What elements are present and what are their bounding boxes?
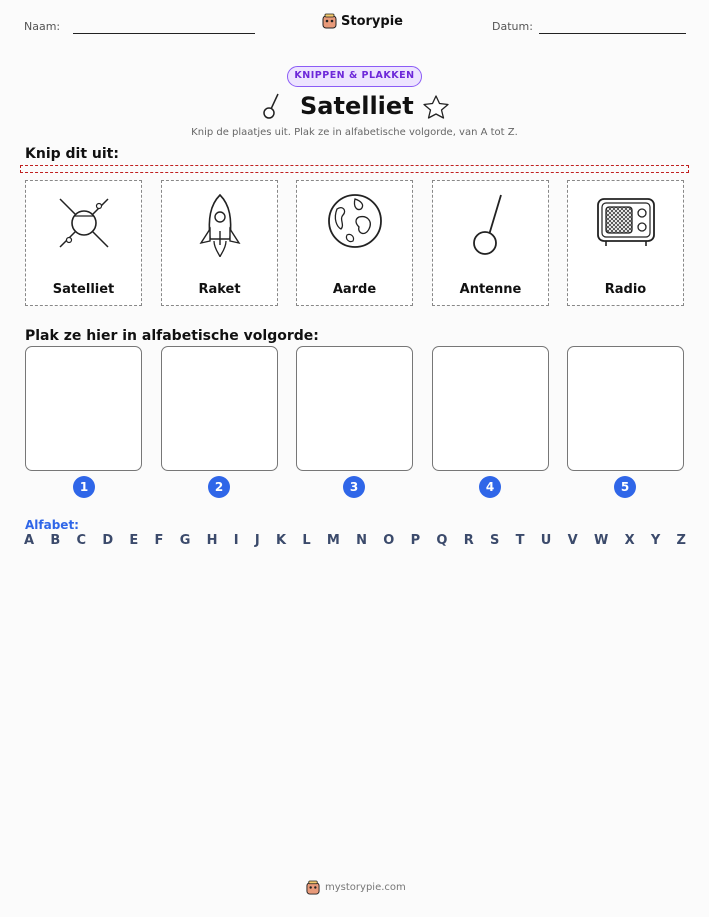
alphabet-letter: J bbox=[254, 533, 260, 548]
alphabet-letter: I bbox=[233, 533, 239, 548]
alphabet-letter: Y bbox=[650, 533, 661, 548]
alphabet-letter: H bbox=[206, 533, 218, 548]
radio-icon bbox=[596, 191, 656, 251]
footer bbox=[306, 880, 406, 895]
slot-number-1: 1 bbox=[73, 476, 95, 498]
cut-card-earth[interactable] bbox=[296, 180, 413, 306]
paste-heading: Plak ze hier in alfabetische volgorde: bbox=[25, 328, 319, 344]
footer-url[interactable]: mystorypie.com bbox=[325, 882, 406, 893]
cut-card-satellite[interactable] bbox=[25, 180, 142, 306]
alphabet-letter: U bbox=[540, 533, 552, 548]
logo-text: Storypie bbox=[341, 13, 403, 29]
alphabet-letter: K bbox=[276, 533, 287, 548]
cut-heading: Knip dit uit: bbox=[25, 146, 119, 162]
alphabet-letter: F bbox=[154, 533, 164, 548]
alphabet-letter: O bbox=[383, 533, 395, 548]
earth-icon bbox=[325, 191, 385, 251]
alphabet-letter: D bbox=[102, 533, 114, 548]
storypie-logo bbox=[322, 13, 403, 29]
alphabet-letter: Q bbox=[436, 533, 448, 548]
activity-badge: KNIPPEN & PLAKKEN bbox=[287, 66, 422, 87]
alphabet-letter: E bbox=[129, 533, 139, 548]
card-label: Antenne bbox=[459, 282, 522, 297]
date-label: Datum: bbox=[492, 20, 533, 33]
page-title: Satelliet bbox=[300, 92, 414, 120]
star-icon bbox=[422, 94, 450, 120]
cut-card-radio[interactable] bbox=[567, 180, 684, 306]
card-label: Aarde bbox=[332, 282, 377, 297]
alphabet-letter: P bbox=[410, 533, 421, 548]
cut-card-rocket[interactable] bbox=[161, 180, 278, 306]
slot-number-4: 4 bbox=[479, 476, 501, 498]
paste-slot-4[interactable] bbox=[432, 346, 549, 471]
name-label: Naam: bbox=[24, 20, 61, 33]
instructions: Knip de plaatjes uit. Plak ze in alfabetische volgorde, van A tot Z. bbox=[191, 127, 518, 138]
slot-number-3: 3 bbox=[343, 476, 365, 498]
card-label: Radio bbox=[604, 282, 647, 297]
paste-slot-3[interactable] bbox=[296, 346, 413, 471]
alphabet-letter: G bbox=[179, 533, 191, 548]
card-label: Satelliet bbox=[52, 282, 115, 297]
cut-card-antenna[interactable] bbox=[432, 180, 549, 306]
storypie-mascot-icon bbox=[322, 13, 337, 29]
alphabet-letter: W bbox=[593, 533, 609, 548]
date-line bbox=[539, 33, 686, 34]
name-line bbox=[73, 33, 255, 34]
alphabet-letter: R bbox=[463, 533, 474, 548]
storypie-mascot-icon bbox=[306, 880, 320, 895]
alphabet-letter: C bbox=[76, 533, 87, 548]
antenna-deco-icon bbox=[262, 92, 282, 120]
slot-number-2: 2 bbox=[208, 476, 230, 498]
alphabet-letter: S bbox=[490, 533, 500, 548]
alphabet-row bbox=[24, 533, 686, 548]
paste-slot-2[interactable] bbox=[161, 346, 278, 471]
alphabet-letter: V bbox=[567, 533, 578, 548]
cut-dashed-line bbox=[20, 165, 689, 173]
alphabet-letter: M bbox=[326, 533, 340, 548]
alphabet-letter: T bbox=[515, 533, 525, 548]
slot-number-5: 5 bbox=[614, 476, 636, 498]
antenna-icon bbox=[461, 191, 521, 257]
alphabet-letter: A bbox=[24, 533, 35, 548]
alphabet-letter: L bbox=[302, 533, 311, 548]
alphabet-title: Alfabet: bbox=[25, 518, 79, 532]
alphabet-letter: B bbox=[50, 533, 61, 548]
satellite-icon bbox=[54, 191, 114, 253]
alphabet-letter: Z bbox=[676, 533, 686, 548]
paste-slot-1[interactable] bbox=[25, 346, 142, 471]
paste-slot-5[interactable] bbox=[567, 346, 684, 471]
alphabet-letter: N bbox=[356, 533, 368, 548]
card-label: Raket bbox=[198, 282, 241, 297]
rocket-icon bbox=[190, 191, 250, 261]
alphabet-letter: X bbox=[624, 533, 635, 548]
